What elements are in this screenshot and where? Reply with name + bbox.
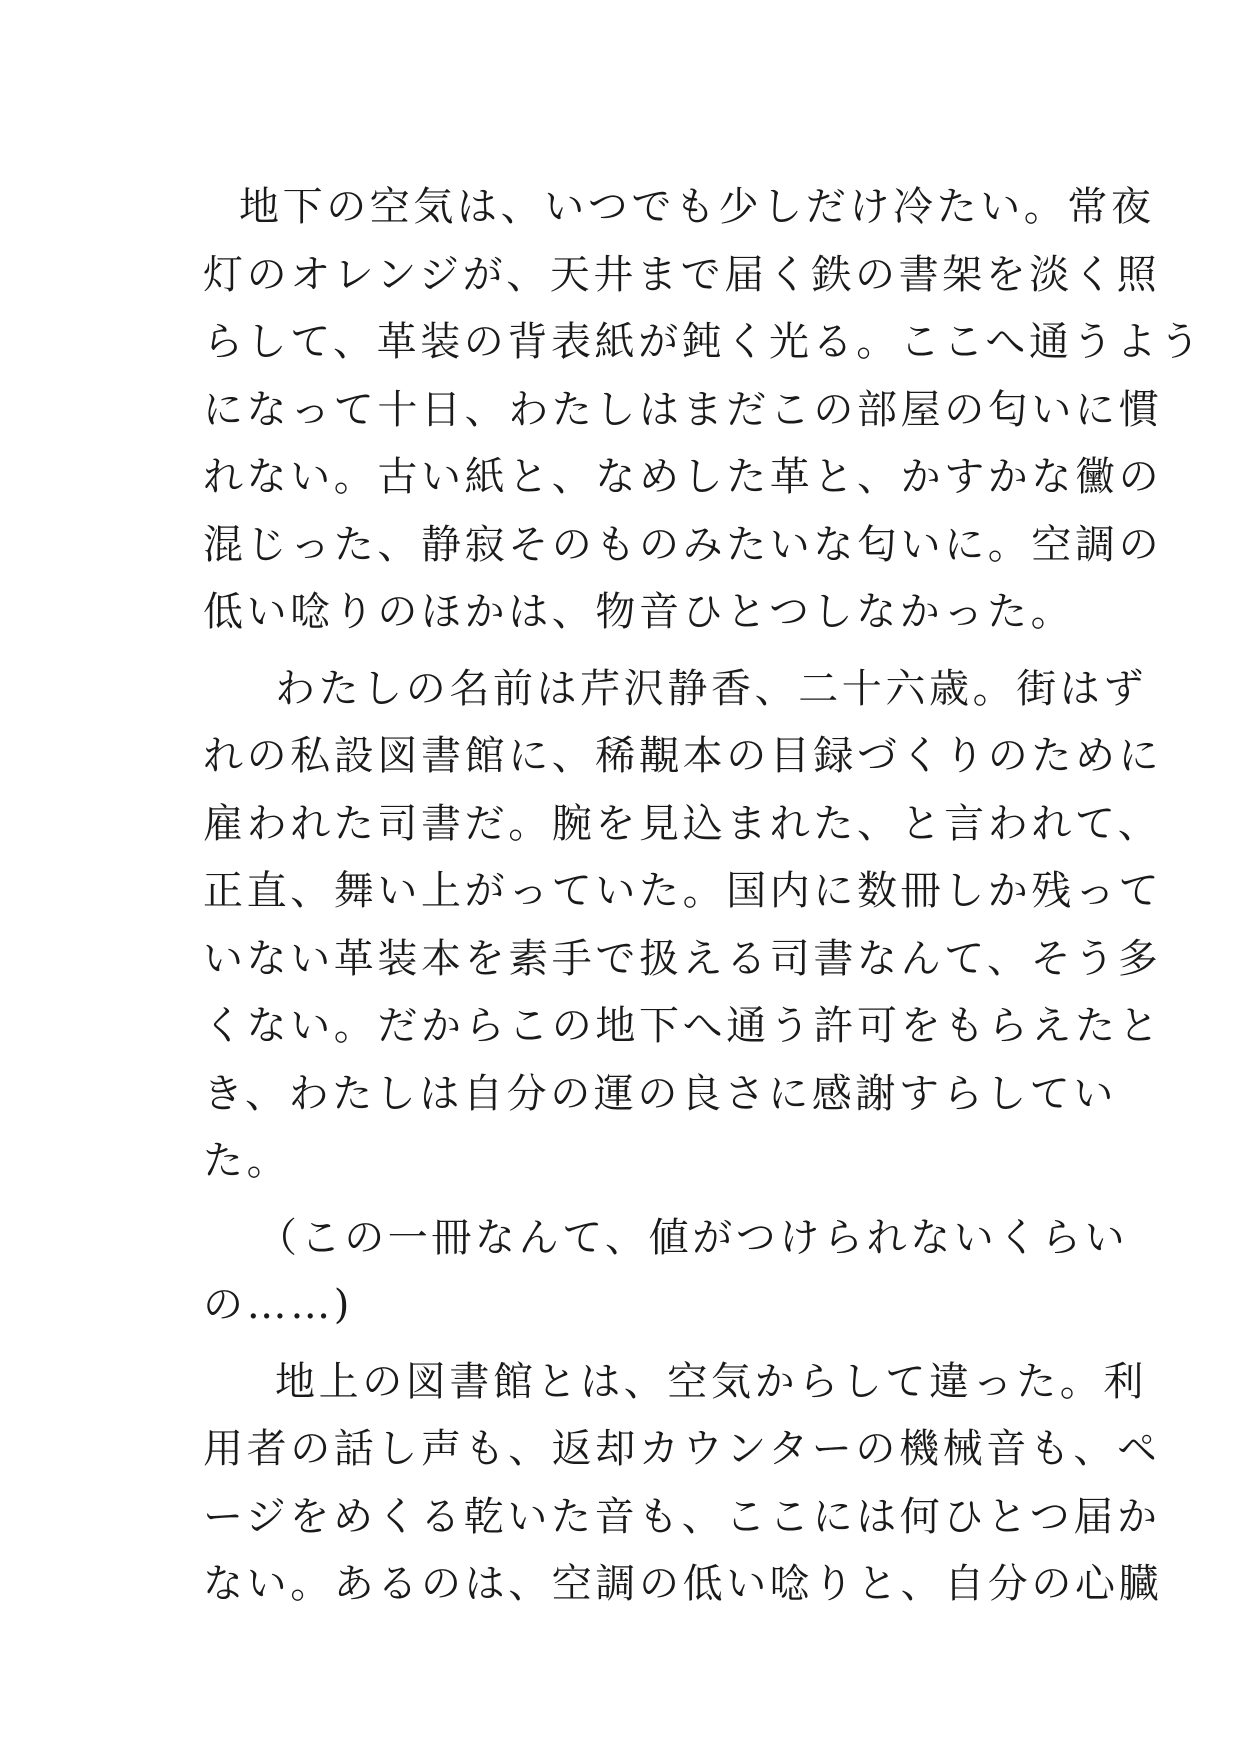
text-line: わたしの名前は芹沢静香、二十六歳。街はず — [275, 665, 1147, 712]
text-line: 正直、舞い上がっていた。国内に数冊しか残って — [203, 868, 1163, 914]
text-line: らして、革装の背表紙が鈍く光る。ここへ通うよう — [203, 319, 1204, 365]
body-text — [203, 174, 1204, 1619]
text-line: ない。あるのは、空調の低い唸りと、自分の心臓 — [203, 1561, 1163, 1607]
text-line: 地下の空気は、いつでも少しだけ冷たい。常夜 — [239, 184, 1155, 230]
text-line: 雇われた司書だ。腕を見込まれた、と言われて、 — [203, 800, 1162, 847]
text-line: （この一冊なんて、値がつけられないくらい — [257, 1214, 1129, 1261]
text-line: 低い唸りのほかは、物音ひとつしなかった。 — [203, 589, 1075, 635]
text-line: ージをめくる乾いた音も、ここには何ひとつ届か — [203, 1493, 1161, 1540]
paragraph-3 — [203, 1205, 1129, 1340]
text-line: になって十日、わたしはまだこの部屋の匂いに慣 — [203, 386, 1163, 433]
text-line: の……) — [203, 1282, 354, 1328]
text-line: た。 — [203, 1138, 291, 1184]
text-line: 灯のオレンジが、天井まで届く鉄の書架を淡く照 — [203, 251, 1161, 298]
text-line: き、わたしは自分の運の良さに感謝すらしてい — [203, 1070, 1117, 1117]
text-line: れの私設図書館に、稀覯本の目録づくりのために — [203, 733, 1163, 779]
text-line: れない。古い紙と、なめした革と、かすかな黴の — [203, 454, 1163, 500]
paragraph-4 — [203, 1349, 1163, 1619]
text-line: 用者の話し声も、返却カウンターの機械音も、ペ — [203, 1426, 1161, 1472]
text-line: 地上の図書館とは、空気からして違った。利 — [275, 1358, 1147, 1405]
paragraph-2 — [203, 656, 1163, 1196]
text-line: いない革装本を素手で扱える司書なんて、そう多 — [203, 935, 1162, 982]
text-line: くない。だからこの地下へ通う許可をもらえたと — [203, 1003, 1163, 1049]
paragraph-1 — [203, 174, 1204, 647]
text-line: 混じった、静寂そのものみたいな匂いに。空調の — [203, 521, 1163, 568]
